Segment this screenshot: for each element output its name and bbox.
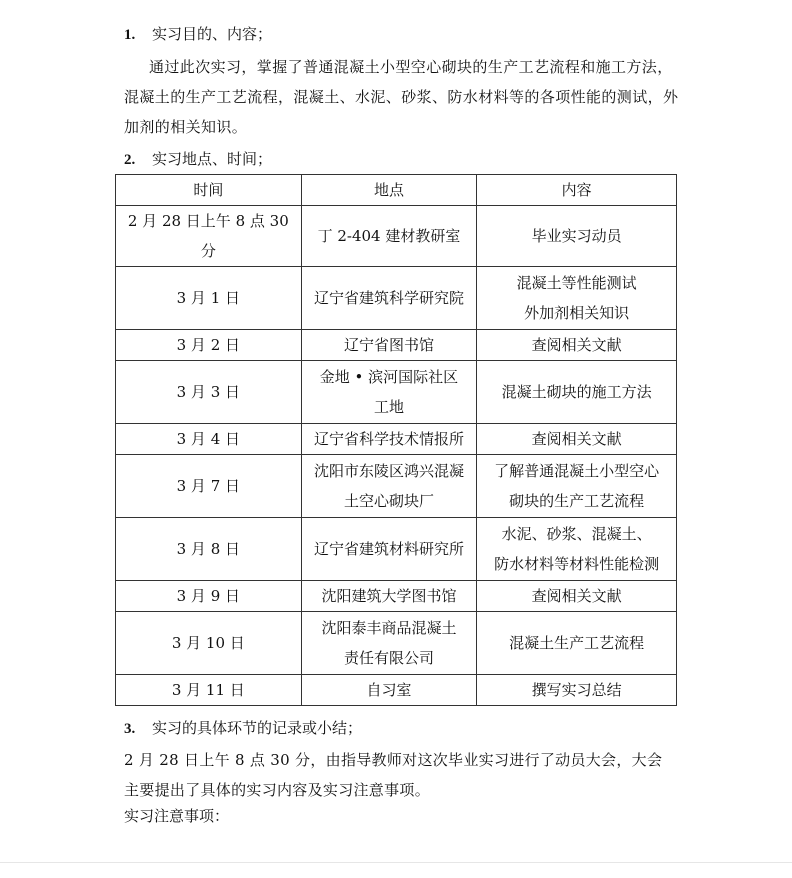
cell-content: 查阅相关文献 [477,330,677,361]
header-time: 时间 [116,175,302,206]
table-body [116,206,677,706]
cell-time: 3 月 1 日 [116,267,302,330]
header-place: 地点 [301,175,477,206]
section-number: 3. [124,721,136,737]
cell-time: 2 月 28 日上午 8 点 30 分 [116,206,302,267]
table-row [116,581,677,612]
table-row [116,675,677,706]
cell-place: 自习室 [301,675,477,706]
section-title: 实习地点、时间； [152,150,273,168]
section-number: 1. [124,27,136,43]
table-row [116,612,677,675]
table-row [116,424,677,455]
table-row [116,330,677,361]
page-bottom-divider [0,862,792,863]
table-row [116,361,677,424]
section-3-paragraph-line-1: 2 月 28 日上午 8 点 30 分，由指导教师对这次毕业实习进行了动员大会，大会 [124,751,663,769]
cell-time: 3 月 8 日 [116,518,302,581]
cell-content: 混凝土砌块的施工方法 [477,361,677,424]
cell-content: 查阅相关文献 [477,424,677,455]
cell-time: 3 月 9 日 [116,581,302,612]
table-row [116,518,677,581]
section-title: 实习目的、内容； [152,25,273,43]
cell-place: 沈阳泰丰商品混凝土 责任有限公司 [301,612,477,675]
cell-place: 辽宁省图书馆 [301,330,477,361]
cell-content: 混凝土等性能测试 外加剂相关知识 [477,267,677,330]
table-row [116,206,677,267]
cell-content: 撰写实习总结 [477,675,677,706]
table-row [116,267,677,330]
cell-place: 辽宁省建筑材料研究所 [301,518,477,581]
cell-time: 3 月 11 日 [116,675,302,706]
section-3-heading [124,718,362,739]
cell-content: 了解普通混凝土小型空心 砌块的生产工艺流程 [477,455,677,518]
section-2-heading [124,149,272,170]
section-number: 2. [124,152,136,168]
section-1-heading [124,24,272,45]
cell-time: 3 月 7 日 [116,455,302,518]
cell-content: 水泥、砂浆、混凝土、 防水材料等材料性能检测 [477,518,677,581]
cell-time: 3 月 4 日 [116,424,302,455]
header-content: 内容 [477,175,677,206]
section-1-paragraph: 通过此次实习，掌握了普通混凝土小型空心砌块的生产工艺流程和施工方法，混凝土的生产工艺流程，混凝土、水泥、砂浆、防水材料等的各项性能的测试，外加剂的相关知识。 [124,58,679,136]
cell-place: 辽宁省科学技术情报所 [301,424,477,455]
section-title: 实习的具体环节的记录或小结； [152,719,363,737]
cell-place: 丁 2-404 建材教研室 [301,206,477,267]
cell-content: 查阅相关文献 [477,581,677,612]
cell-content: 混凝土生产工艺流程 [477,612,677,675]
notes-label: 实习注意事项： [124,807,230,825]
schedule-table [115,174,677,706]
table-header-row [116,175,677,206]
cell-place: 沈阳市东陵区鸿兴混凝 土空心砌块厂 [301,455,477,518]
cell-place: 金地 • 滨河国际社区 工地 [301,361,477,424]
cell-time: 3 月 3 日 [116,361,302,424]
table-row [116,455,677,518]
cell-time: 3 月 2 日 [116,330,302,361]
cell-place: 沈阳建筑大学图书馆 [301,581,477,612]
cell-place: 辽宁省建筑科学研究院 [301,267,477,330]
cell-content: 毕业实习动员 [477,206,677,267]
section-3-paragraph-line-2: 主要提出了具体的实习内容及实习注意事项。 [124,781,431,799]
cell-time: 3 月 10 日 [116,612,302,675]
